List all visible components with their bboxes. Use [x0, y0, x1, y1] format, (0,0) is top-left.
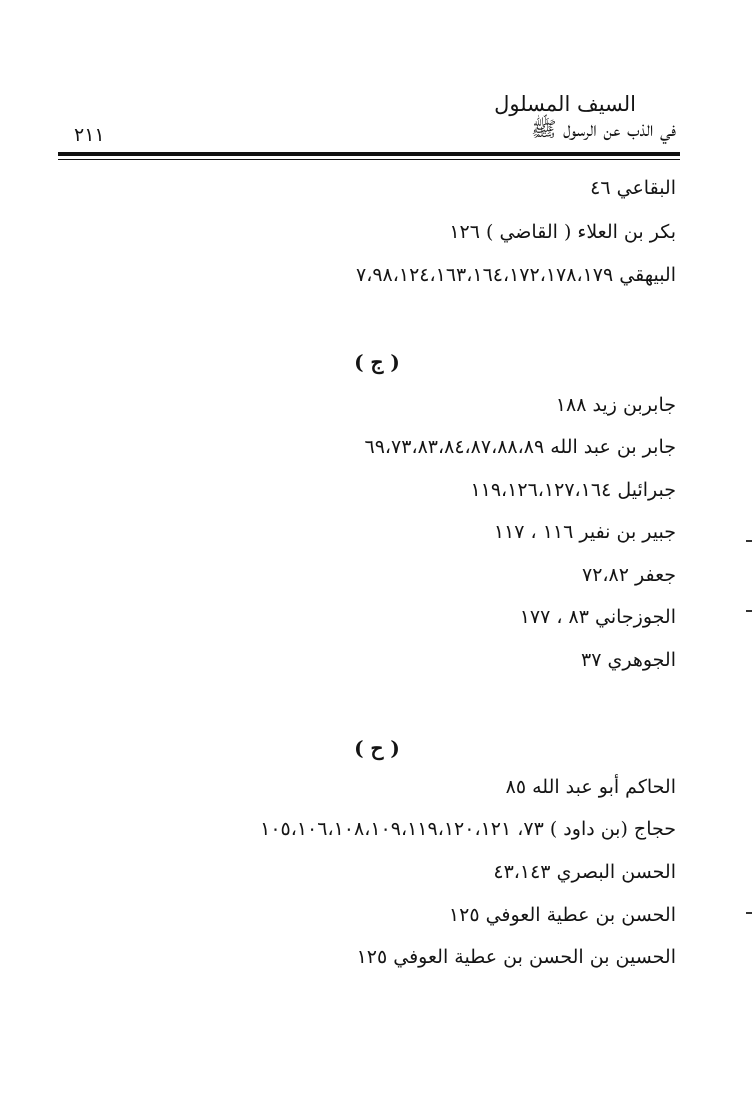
- index-entry: جبرائيل ١١٩،١٢٦،١٢٧،١٦٤: [470, 479, 676, 501]
- index-entry: جعفر ٧٢،٨٢: [582, 564, 676, 586]
- index-entry: بكر بن العلاء ( القاضي ) ١٢٦: [449, 221, 676, 243]
- header-rule-thin: [58, 159, 680, 160]
- header-title-line1: السيف المسلول: [494, 92, 636, 116]
- index-entry: جبير بن نفير ١١٦ ، ١١٧: [493, 521, 676, 543]
- scan-edge-mark: [746, 540, 752, 542]
- header-title-line2: في الذب عن الرسول ﷺ: [531, 117, 676, 141]
- index-entry: الحاكم أبو عبد الله ٨٥: [505, 776, 676, 798]
- header-rule-thick: [58, 152, 680, 156]
- index-entry: جابربن زيد ١٨٨: [555, 394, 676, 416]
- page-number: ٢١١: [74, 124, 105, 146]
- index-entry: الحسن البصري ٤٣،١٤٣: [493, 861, 676, 883]
- index-entry: الحسين بن الحسن بن عطية العوفي ١٢٥: [356, 946, 676, 968]
- index-entry: البيهقي ٧،٩٨،١٢٤،١٦٣،١٦٤،١٧٢،١٧٨،١٧٩: [355, 264, 676, 286]
- scan-edge-mark: [746, 610, 752, 612]
- index-entry: الجوهري ٣٧: [581, 649, 676, 671]
- section-heading-jim: ( ج ): [354, 350, 400, 374]
- index-entry: البقاعي ٤٦: [590, 177, 676, 199]
- index-entry: الجوزجاني ٨٣ ، ١٧٧: [519, 606, 676, 628]
- index-entry: حجاج (بن داود ) ٧٣، ١٠٥،١٠٦،١٠٨،١٠٩،١١٩،١٢٠،١٢١: [260, 818, 676, 840]
- scan-edge-mark: [746, 912, 752, 914]
- index-entry: الحسن بن عطية العوفي ١٢٥: [448, 904, 676, 926]
- running-header: [316, 92, 676, 142]
- index-entry: جابر بن عبد الله ٦٩،٧٣،٨٣،٨٤،٨٧،٨٨،٨٩: [364, 436, 676, 458]
- section-heading-ha: ( ح ): [354, 736, 400, 760]
